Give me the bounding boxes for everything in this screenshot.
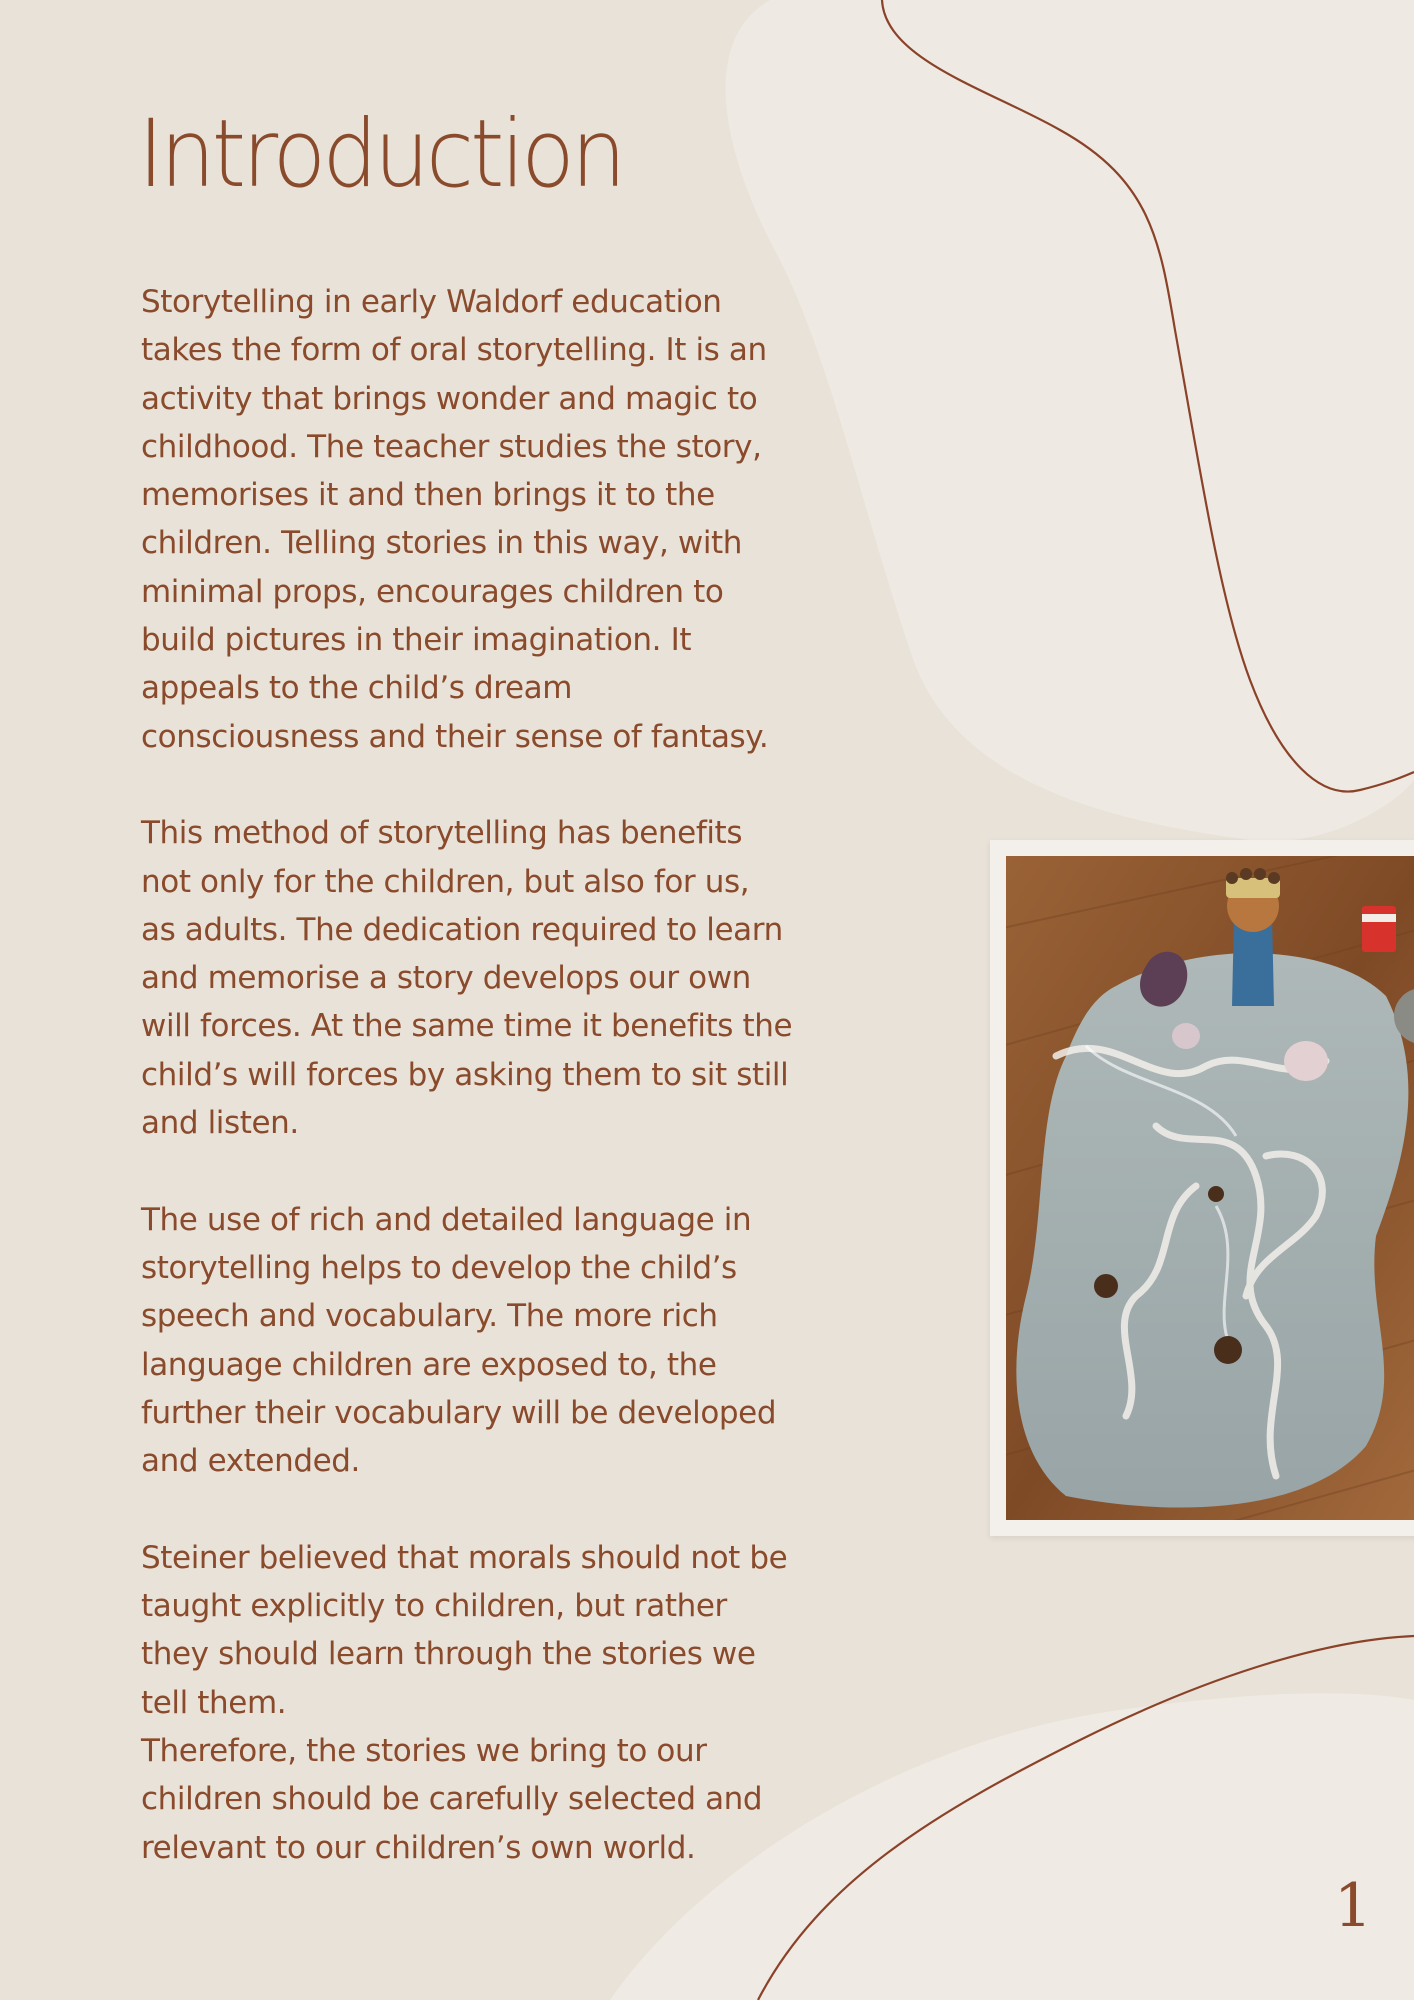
photo-frame: [990, 840, 1414, 1536]
paragraph-4: Steiner believed that morals should not be taught explicitly to children, but rather they should learn through the stories we tell them.: [141, 1539, 788, 1721]
storytelling-props-photo: [1006, 856, 1414, 1520]
paragraph-1: Storytelling in early Waldorf education takes the form of oral storytelling. It is an activity that brings wonder and magic to childhood. The teacher studies the story, memorises it and then brings it to the children. Telling stories in this way, with minimal props, encourages children to build pictures in their imagination. It appeals to the child’s dream consciousness and their sense of fantasy.: [141, 284, 769, 755]
page-number: 1: [1334, 1871, 1373, 1941]
page-title: Introduction: [138, 100, 623, 209]
paragraph-2: This method of storytelling has benefits not only for the children, but also for us, as adults. The dedication required to learn and memorise a story develops our own will forces. At the same time it benefits the child’s will forces by asking them to sit still and listen.: [141, 815, 793, 1142]
paragraph-5: Therefore, the stories we bring to our children should be carefully selected and relevant to our children’s own world.: [141, 1732, 763, 1866]
photo-illustration: [1006, 856, 1414, 1520]
paragraph-3: The use of rich and detailed language in storytelling helps to develop the child’s speech and vocabulary. The more rich language children are exposed to, the further their vocabulary will be developed and extended.: [141, 1201, 777, 1480]
body-text: [141, 278, 841, 1920]
